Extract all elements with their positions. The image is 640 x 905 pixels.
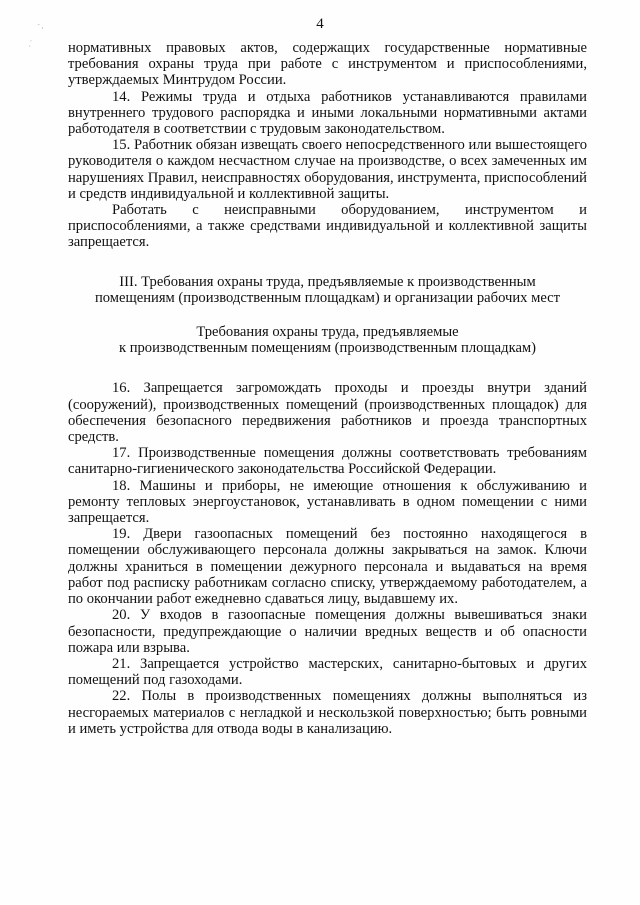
paragraph-15: 15. Работник обязан извещать своего непосредственного или вышестоящего руководителя о каждом несчастном случае на производстве, о всех замеченных им нарушениях Правил, неисправностях оборудования, инструмента, приспособлений и средств индивидуальной и коллективной защиты. <box>68 137 587 202</box>
paragraph-19: 19. Двери газоопасных помещений без постоянно находящегося в помещении обслуживающего персонала должны закрываться на замок. Ключи должны храниться в помещении дежурного персонала и выдаваться на время работ под расписку работникам согласно списку, утверждаемому работодателем, а по окончании работ ежедневно сдаваться лицу, выдавшему их. <box>68 526 587 608</box>
sub-heading <box>68 324 587 356</box>
paragraph-16: 16. Запрещается загромождать проходы и проезды внутри зданий (сооружений), производственных помещений (производственных площадок) для обеспечения безопасного передвижения работников и проезда транспортных средств. <box>68 380 587 446</box>
section-heading <box>68 274 587 306</box>
paragraph-21: 21. Запрещается устройство мастерских, санитарно-бытовых и других помещений под газоходами. <box>68 655 587 689</box>
scan-mark: ˏ ˎ <box>36 17 49 31</box>
section-heading-line: помещениям (производственным площадкам) и организации рабочих мест <box>94 289 561 306</box>
paragraph-18: 18. Машины и приборы, не имеющие отношения к обслуживанию и ремонту тепловых энергоустановок, устанавливать в одном помещении с ними запрещается. <box>68 477 587 527</box>
paragraph-14: 14. Режимы труда и отдыха работников устанавливаются правилами внутреннего трудового распорядка и иными локальными нормативными актами работодателя в соответствии с трудовым законодательством. <box>68 88 587 138</box>
sub-heading-line: к производственным помещениям (производственным площадкам) <box>118 340 537 357</box>
paragraph-continuation: нормативных правовых актов, содержащих государственные нормативные требования охраны труда при работе с инструментом и приспособлениями, утверждаемых Минтрудом России. <box>68 40 587 89</box>
sub-heading-line: Требования охраны труда, предъявляемые <box>196 324 459 341</box>
document-body <box>68 40 587 737</box>
paragraph-17: 17. Производственные помещения должны соответствовать требованиям санитарно-гигиенического законодательства Российской Федерации. <box>68 445 587 478</box>
page-number: 4 <box>316 16 324 32</box>
paragraph-20: 20. У входов в газоопасные помещения должны вывешиваться знаки безопасности, предупреждающие о наличии вредных веществ и об опасности пожара или взрыва. <box>68 607 587 656</box>
scan-mark: .˙ <box>26 39 35 49</box>
paragraph-15-prohibition: Работать с неисправными оборудованием, инструментом и приспособлениями, а также средствами индивидуальной и коллективной защиты запрещается. <box>68 202 587 251</box>
section-heading-line: III. Требования охраны труда, предъявляемые к производственным <box>119 273 536 290</box>
paragraph-22: 22. Полы в производственных помещениях должны выполняться из несгораемых материалов с негладкой и нескользкой поверхностью; быть ровными и иметь устройства для отвода воды в канализацию. <box>68 688 587 737</box>
